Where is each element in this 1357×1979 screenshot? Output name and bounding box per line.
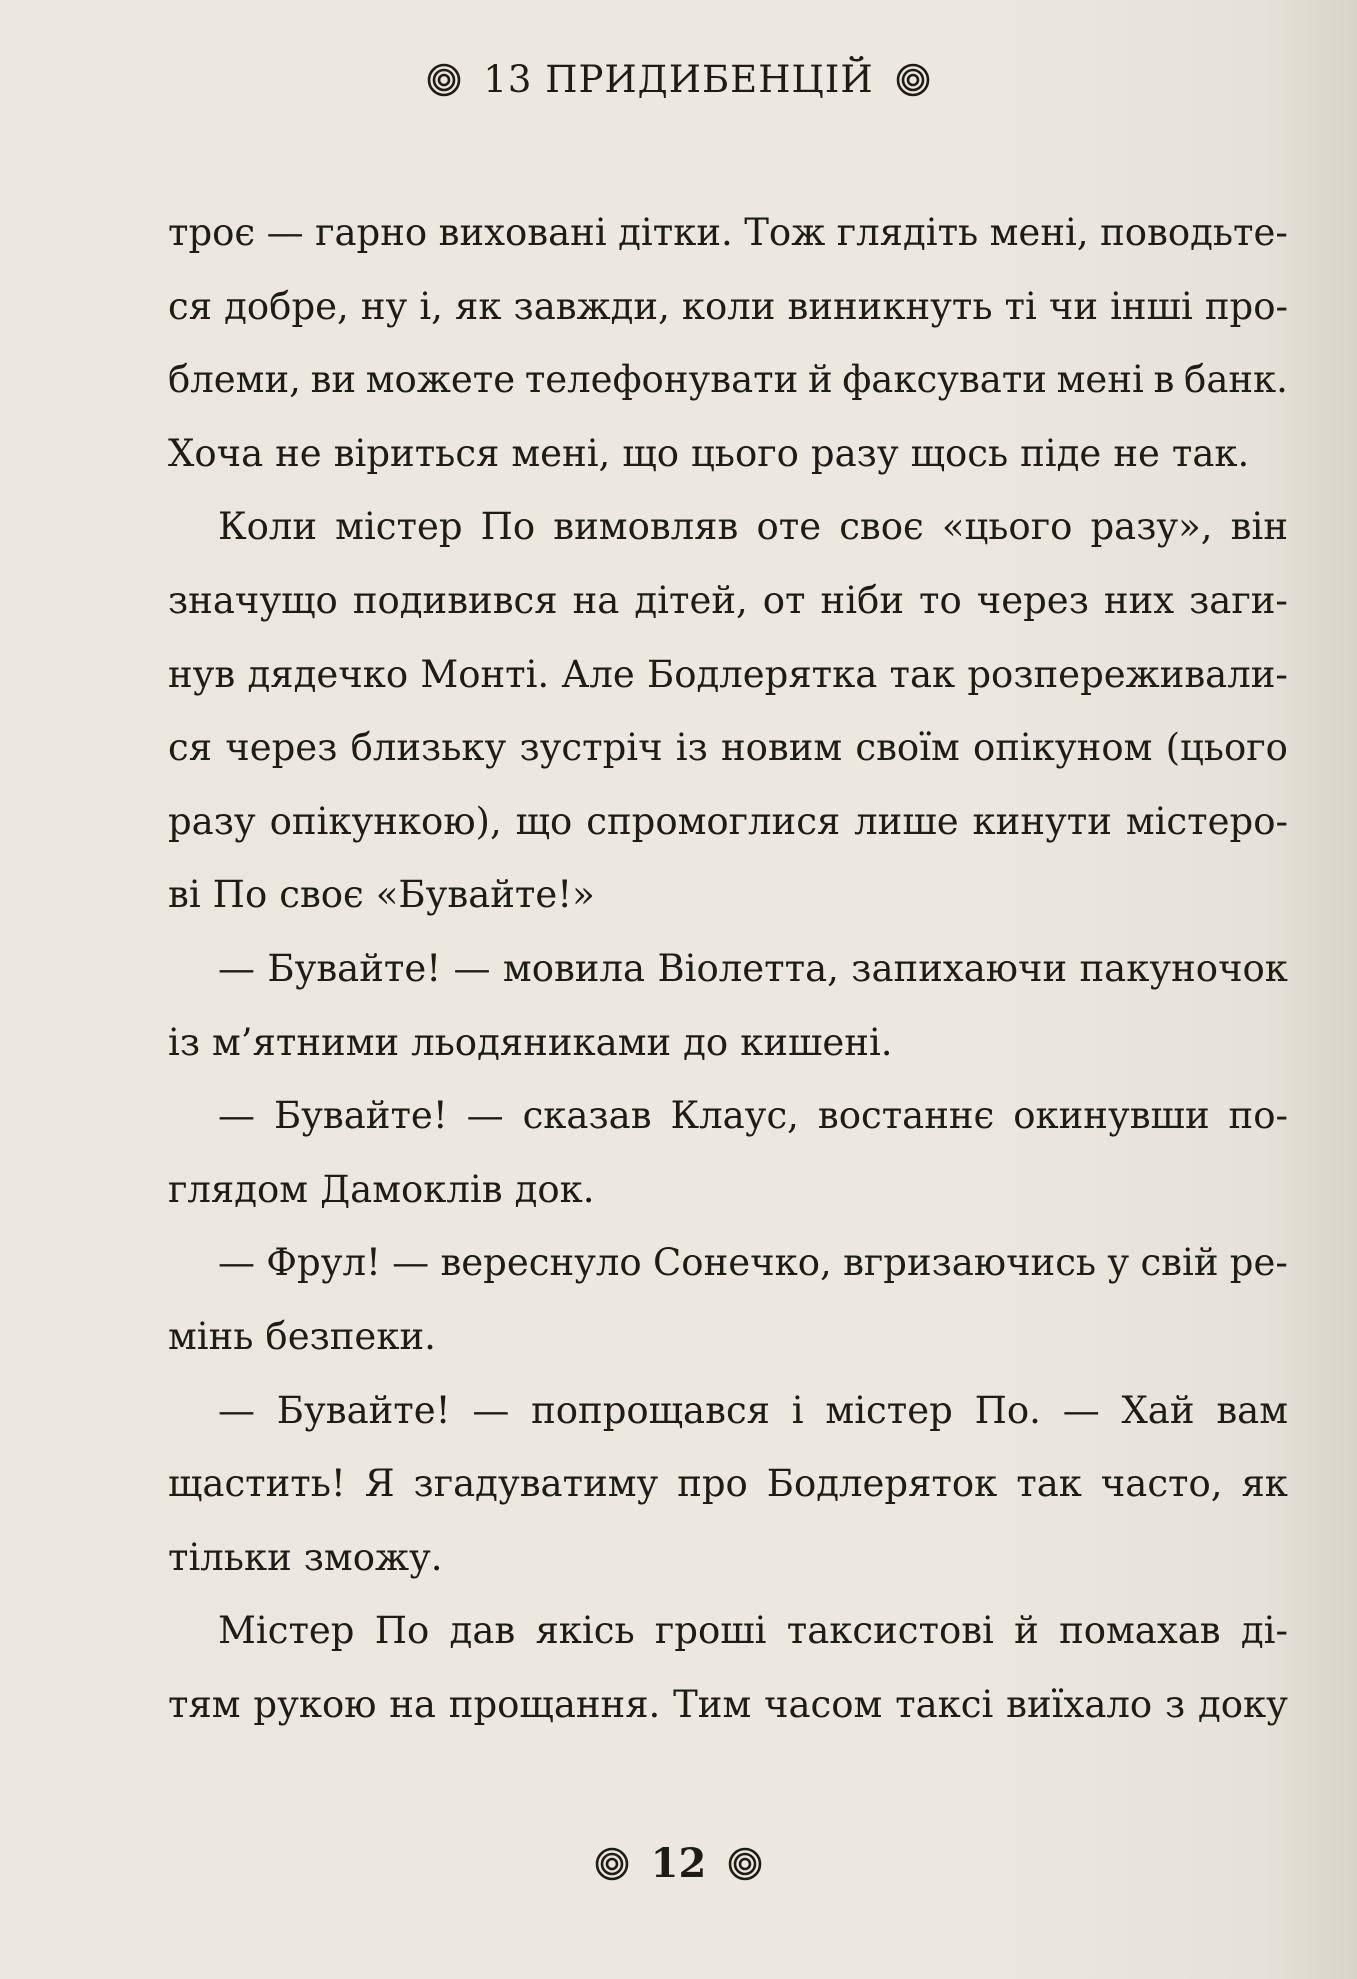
text-line: значущо подивився на дітей, от ніби то через них заги- [168,578,1288,622]
text-line: Містер По дав якісь гроші таксистові й помахав ді- [218,1609,1288,1653]
text-line: блеми, ви можете телефонувати й факсувати мені в банк. [168,358,1288,402]
spiral-icon [728,1847,762,1881]
text-line: щастить! Я згадуватиму про Бодлеряток так часто, як [168,1462,1288,1506]
body-text [168,196,1288,1741]
spiral-icon [427,63,461,97]
text-line: — Бувайте! — попрощався і містер По. — Хай вам [218,1388,1288,1432]
text-line: Хоча не віриться мені, що цього разу щось піде не так. [168,431,1250,475]
text-line: нув дядечко Монті. Але Бодлерятка так розпереживали- [168,652,1288,696]
page-number: 12 [650,1840,707,1887]
text-line: із м’ятними льодяниками до кишені. [168,1020,893,1064]
text-line: ся добре, ну і, як завжди, коли виникнуть ті чи інші про- [168,284,1288,328]
text-line: ві По своє «Бувайте!» [168,873,595,917]
text-line: — Бувайте! — сказав Клаус, востаннє окинувши по- [218,1094,1288,1138]
text-line: мінь безпеки. [168,1314,436,1358]
running-head [0,58,1357,101]
text-line: — Бувайте! — мовила Віолетта, запихаючи пакуночок [218,946,1288,990]
page-footer [0,1840,1357,1887]
spiral-icon [896,63,930,97]
text-line: Коли містер По вимовляв оте своє «цього разу», він [218,505,1288,549]
text-line: тям рукою на прощання. Тим часом таксі виїхало з доку [168,1682,1288,1726]
text-line: ся через близьку зустріч із новим своїм опікуном (цього [168,726,1288,770]
page-title: 13 ПРИДИБЕНЦІЙ [483,58,874,101]
text-line: разу опікункою), що спромоглися лише кинути містеро- [168,799,1288,843]
spiral-icon [595,1847,629,1881]
text-line: глядом Дамоклів док. [168,1167,595,1211]
text-line: — Фрул! — вереснуло Сонечко, вгризаючись у свій ре- [218,1241,1288,1285]
text-line: тільки зможу. [168,1535,443,1579]
text-line: троє — гарно виховані дітки. Тож глядіть мені, поводьте- [168,211,1288,254]
